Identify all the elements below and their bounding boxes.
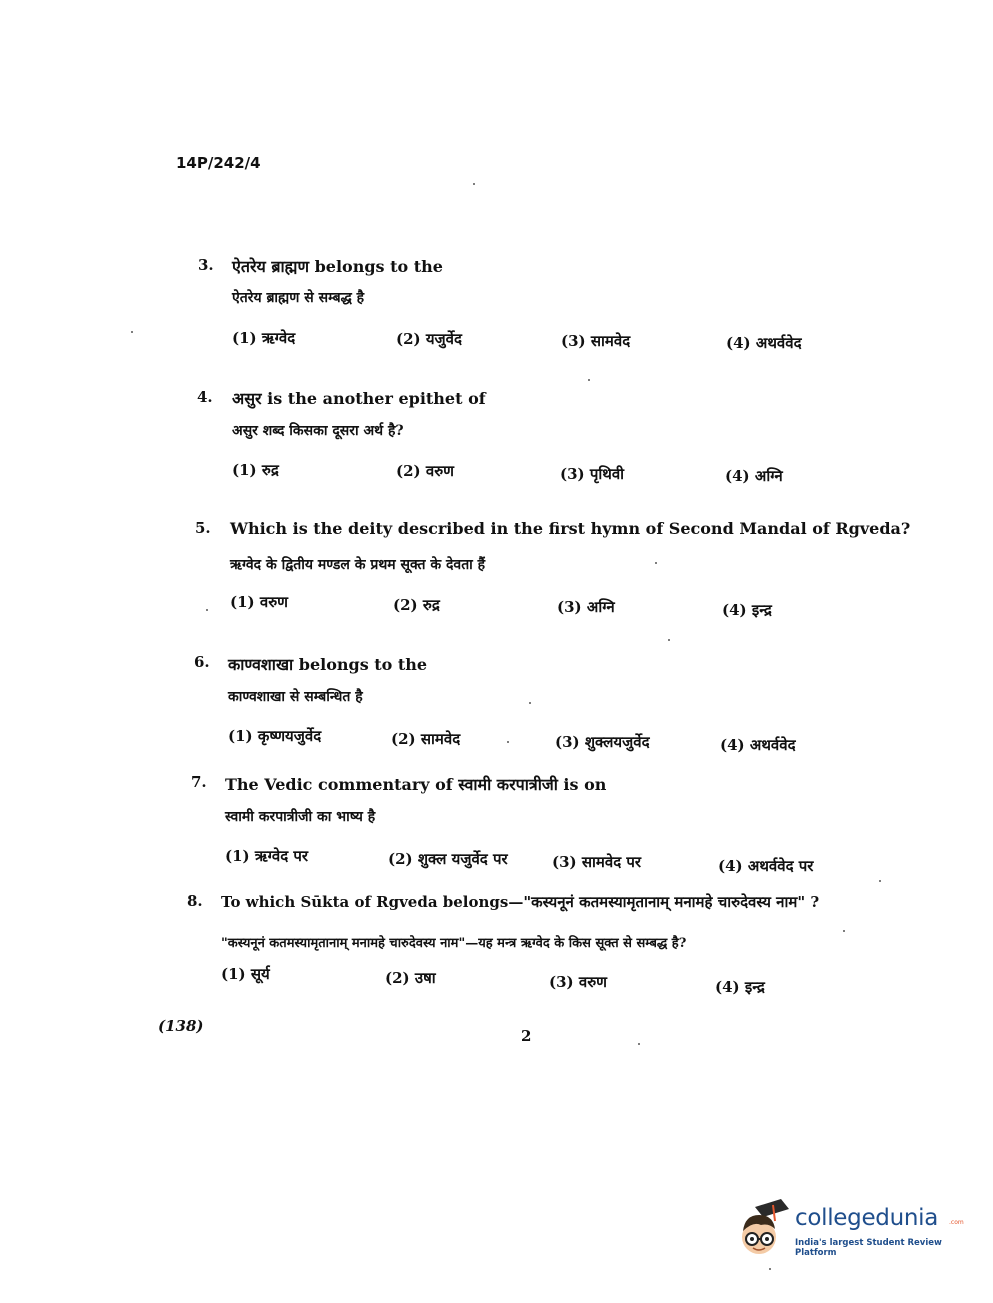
question-text-en: The Vedic commentary of स्वामी करपात्रीजी is on [225,775,607,794]
question-number: 4. [197,388,213,406]
option-4: (4) अथर्ववेद पर [718,857,814,875]
question-number: 6. [194,653,210,671]
option-1: (1) सूर्य [221,965,270,983]
question-number: 8. [187,892,203,910]
brand-name: collegedunia [795,1205,939,1231]
page-number: 2 [521,1027,532,1045]
scan-speck [529,702,531,704]
scan-speck [131,331,133,333]
question-number: 5. [195,519,211,537]
option-4: (4) अथर्ववेद [720,736,796,754]
question-text-hi: काण्वशाखा से सम्बन्धित है [228,689,363,705]
option-3: (3) सामवेद [561,332,631,350]
question-text-hi: असुर शब्द किसका दूसरा अर्थ है? [232,423,404,439]
question-text-hi: "कस्यनूनं कतमस्यामृतानाम् मनामहे चारुदेवस्य नाम"—यह मन्त्र ऋग्वेद के किस सूक्त से सम्बद्ध है? [221,936,687,951]
question-text-hi: ऋग्वेद के द्वितीय मण्डल के प्रथम सूक्त के देवता हैं [230,557,486,573]
brand-suffix: .com [949,1219,964,1226]
copy-count: (138) [158,1017,204,1035]
question-text-hi: स्वामी करपात्रीजी का भाष्य है [225,809,376,825]
scan-speck [655,562,657,564]
option-4: (4) इन्द्र [715,978,765,996]
option-2: (2) सामवेद [391,730,461,748]
option-2: (2) रुद्र [393,596,440,614]
option-2: (2) वरुण [396,462,455,480]
scan-speck [507,741,509,743]
question-number: 7. [191,773,207,791]
paper-code: 14P/242/4 [176,154,261,172]
question-text-en: ऐतरेय ब्राह्मण belongs to the [232,257,443,276]
option-3: (3) पृथिवी [560,465,625,483]
scan-speck [206,609,208,611]
option-2: (2) उषा [385,969,436,987]
option-3: (3) शुक्लयजुर्वेद [555,733,650,751]
option-1: (1) वरुण [230,593,289,611]
option-4: (4) इन्द्र [722,601,772,619]
option-1: (1) ऋग्वेद पर [225,847,309,865]
scan-speck [668,639,670,641]
option-1: (1) रुद्र [232,461,279,479]
option-1: (1) कृष्णयजुर्वेद [228,727,322,745]
option-4: (4) अग्नि [725,467,783,485]
question-text-en: To which Sūkta of Rgveda belongs—"कस्यनूनं कतमस्यामृतानाम् मनामहे चारुदेवस्य नाम" ? [221,893,820,911]
option-2: (2) यजुर्वेद [396,330,462,348]
question-text-en: काण्वशाखा belongs to the [228,655,428,674]
option-3: (3) सामवेद पर [552,853,642,871]
scan-speck [769,1268,771,1270]
scan-speck [588,379,590,381]
option-4: (4) अथर्ववेद [726,334,802,352]
question-text-en: असुर is the another epithet of [232,389,486,408]
brand-tagline: India's largest Student Review Platform [795,1238,942,1258]
scan-speck [879,880,881,882]
option-3: (3) वरुण [549,973,608,991]
question-text-en: Which is the deity described in the first hymn of Second Mandal of Rgveda? [230,519,911,538]
mascot-icon [735,1195,793,1265]
scan-speck [638,1043,640,1045]
scan-speck [473,183,475,185]
scan-speck [843,930,845,932]
question-text-hi: ऐतरेय ब्राह्मण से सम्बद्ध है [232,290,365,306]
option-1: (1) ऋग्वेद [232,329,296,347]
option-2: (2) शुक्ल यजुर्वेद पर [388,850,508,868]
question-number: 3. [198,256,214,274]
collegedunia-watermark [735,1195,965,1265]
option-3: (3) अग्नि [557,598,615,616]
